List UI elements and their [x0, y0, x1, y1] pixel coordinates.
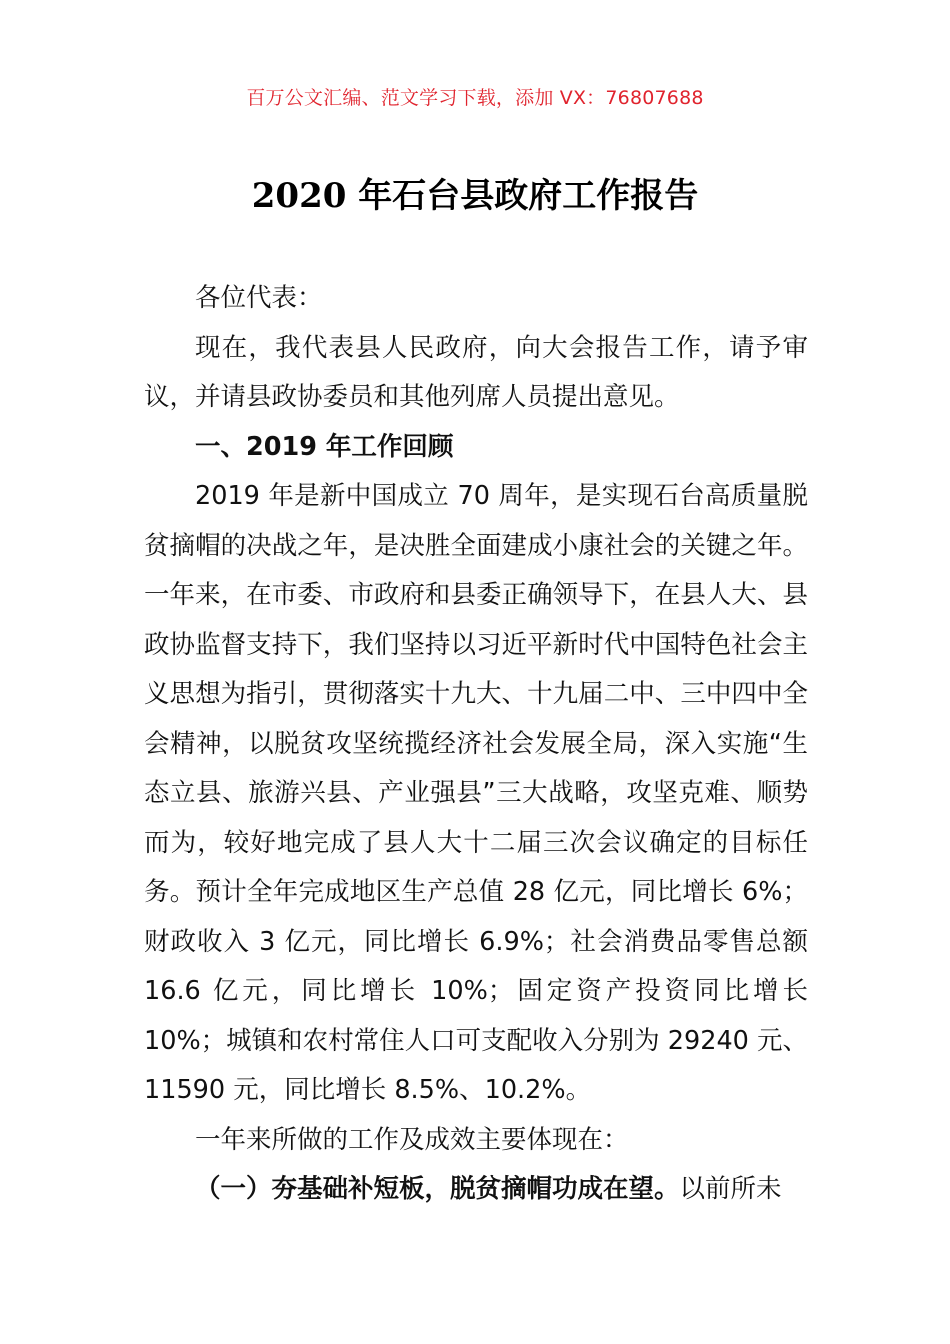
summary-paragraph: 一年来所做的工作及成效主要体现在： — [195, 1124, 629, 1155]
item-1-lead: （一）夯基础补短板，脱贫摘帽功成在望。 — [195, 1174, 680, 1204]
salutation: 各位代表： — [195, 283, 323, 313]
item-1-text: 以前所未 — [679, 1174, 782, 1204]
item-1-paragraph — [144, 1165, 808, 1215]
review-paragraph: 2019 年是新中国成立 70 周年，是实现石台高质量脱贫摘帽的决战之年，是决胜全面建成小康社会的关键之年。一年来，在市委、市政府和县委正确领导下，在县人大、县政协监督支持下，我们坚持以习近平新时代中国特色社会主义思想为指引，贯彻落实十九大、十九届二中、三中四中全会精神，以脱贫攻坚统揽经济社会发展全局，深入实施“生态立县、旅游兴县、产业强县”三大战略，攻坚克难、顺势而为，较好地完成了县人大十二届三次会议确定的目标任务。预计全年完成地区生产总值 28 亿元，同比增长 6%；财政收入 3 亿元，同比增长 6.9%；社会消费品零售总额 16.6 亿元，同比增长 10%；固定资产投资同比增长 10%；城镇和农村常住人口可支配收入分别为 29240 元、11590 元，同比增长 8.5%、10.2%。 — [144, 481, 809, 1105]
document-body — [144, 274, 808, 1215]
document-title: 2020 年石台县政府工作报告 — [251, 176, 699, 216]
section-heading: 一、2019 年工作回顾 — [195, 431, 454, 462]
intro-paragraph: 现在，我代表县人民政府，向大会报告工作，请予审议，并请县政协委员和其他列席人员提出意见。 — [144, 332, 808, 412]
header-banner: 百万公文汇编、范文学习下载，添加 VX：76807688 — [246, 87, 704, 109]
